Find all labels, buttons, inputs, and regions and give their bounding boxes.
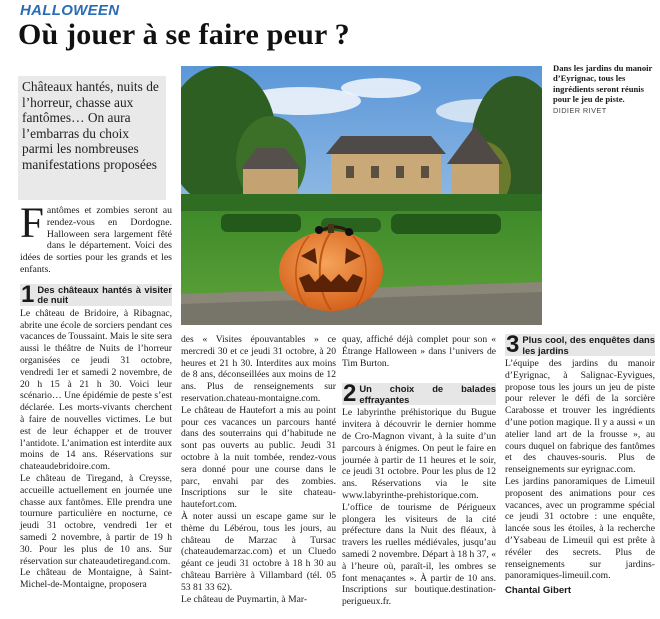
photo-caption-text: Dans les jardins du manoir d’Eyrignac, tous les ingrédients seront réunis pour le jeu de piste.: [553, 63, 653, 104]
photo-credit: DIDIER RIVET: [553, 106, 607, 116]
section-3-heading: [505, 331, 655, 358]
lead-text: antômes et zombies seront au rendez-vous en Dordogne. Halloween sera largement fêté dans le département. Voici des idées de sorties pour les grands et les enfants.: [20, 205, 172, 275]
article-column-4: [505, 331, 655, 597]
section-2-paragraph-2: L’office de tourisme de Périgueux plongera les visiteurs de la cité préfecture dans la Nuit des fléaux, à travers les ruelles médiévales, jusqu’au samedi 2 novembre. Départ à 18 h 37, « à l’heure où, paraît-il, les ombres se font menaçantes ». À partir de 10 ans. Inscriptions sur boutique.destination-perigueux.fr.: [342, 501, 496, 608]
section-1-paragraph-1: Le château de Bridoire, à Ribagnac, abrite une école de sorciers pendant ces vacances de Toussaint. Mais le site sera aussi le théâtre de Nuits de l’horreur organisées ce jeudi 31 octobre, vendredi 1er et samedi 2 novembre, de 20 h 15 à 21 h 30. Voici leur scénario… Une épidémie de peste s’est déclarée. Les morts-vivants cherchent à faire de nouvelles victimes. Le but est de leur échapper et de trouver l’antidote. L’animation est interdite aux moins de 14 ans. Réservations sur chateaudebridoire.com.: [20, 307, 172, 473]
section-2-title: Un choix de balades effrayantes: [359, 383, 496, 405]
section-3-number: 3: [506, 331, 520, 358]
section-1-paragraph-6: quay, affiché déjà complet pour son « Étrange Halloween » dans l’univers de Tim Burton.: [342, 334, 496, 369]
drop-cap: F: [20, 200, 44, 247]
section-1-paragraph-6-start: Le château de Puymartin, à Mar-: [181, 593, 308, 605]
section-1-paragraph-2: Le château de Tiregand, à Creysse, accueille actuellement en journée une chasse aux fantômes. Elle prendra une tournure particulière en nocturne, ce jeudi 31 octobre, vendredi 1er et samedi 2 novembre, à partir de 19 h 30. Pour les plus de 10 ans. Sur réservation sur chateaudetiregand.com.: [20, 472, 172, 567]
article-column-3: [342, 334, 496, 608]
section-1-paragraph-4: Le château de Hautefort a mis au point pour ces vacances un parcours hanté dans des souterrains qui d’habitude ne sont pas ouverts au public. Jeudi 31 octobre à la nuit tombée, rendez-vous sera donné pour une course dans le parc, envahi par des zombies. Inscriptions sur le site chateau-hautefort.com.: [181, 404, 336, 511]
section-1-heading: [20, 280, 172, 308]
section-1-paragraph-3: des « Visites épouvantables » ce mercredi 30 et ce jeudi 31 octobre, à 20 heures et 21 h 30. Interdites aux moins de 8 ans, déconseillées aux moins de 12 ans. Plus de renseignements sur reservation.chateau-montaigne.com.: [181, 334, 336, 404]
article-photo: [181, 66, 542, 325]
headline: Où jouer à se faire peur ?: [18, 18, 350, 51]
section-2-number: 2: [343, 380, 357, 408]
section-1-title: Des châteaux hantés à visiter de nuit: [37, 283, 172, 306]
section-3-title: Plus cool, des enquêtes dans les jardins: [522, 334, 655, 356]
section-2-heading: [342, 380, 496, 408]
section-3-paragraph-2: Les jardins panoramiques de Limeuil proposent des animations pour ces vacances, avec un programme spécial ce jeudi 31 octobre : une enquête, lancée sous les étoiles, à la recherche d’Ysabeau de Limeuil qui est prête à révéler des secrets. Plus de renseignements sur jardins-panoramiques-limeuil.com.: [505, 475, 655, 582]
author-signature: Chantal Gibert: [505, 585, 572, 597]
article-column-2: [181, 334, 336, 605]
section-1-number: 1: [21, 280, 35, 308]
lead-paragraph: [20, 200, 172, 276]
manor-garden-pumpkin-image: [181, 66, 542, 325]
section-1-paragraph-5: À noter aussi un escape game sur le thème du Lébérou, tous les jours, au château de Marzac à Tursac (chateaudemarzac.com) et un Cluedo géant ce jeudi 31 octobre à 18 h 30 au château Barrière à Villambard (tél. 05 53 81 33 62).: [181, 510, 336, 593]
photo-caption: [553, 63, 655, 116]
intro-box: Châteaux hantés, nuits de l’horreur, chasse aux fantômes… On aura l’embarras du choix parmi les nombreuses manifestations proposées: [18, 76, 166, 200]
section-3-paragraph-1: L’équipe des jardins du manoir d’Eyrignac, à Salignac-Eyvigues, propose tous les jours un jeu de piste pour relever le défi de la sorcière Carabosse et trouver les ingrédients d’une potion magique. Il y a aussi « un atelier land art de la frousse », au cours duquel on fabrique des fantômes et des chauves-souris. Plus de renseignements sur eyrignac.com.: [505, 358, 655, 476]
section-2-paragraph-1: Le labyrinthe préhistorique du Bugue invitera à découvrir le dernier homme de Cro-Magnon vivant, à la suite d’un parcours à énigmes. On peut le faire en journée à partir de 11 heures et le soir, ce jeudi 31 octobre. Pour les plus de 12 ans. Réservations via le site www.labyrinthe-prehistorique.com.: [342, 407, 496, 501]
section-1-paragraph-3-start: Le château de Montaigne, à Saint-Michel-de-Montaigne, proposera: [20, 567, 172, 591]
section-kicker: HALLOWEEN: [20, 2, 120, 19]
article-column-1: [20, 200, 172, 591]
